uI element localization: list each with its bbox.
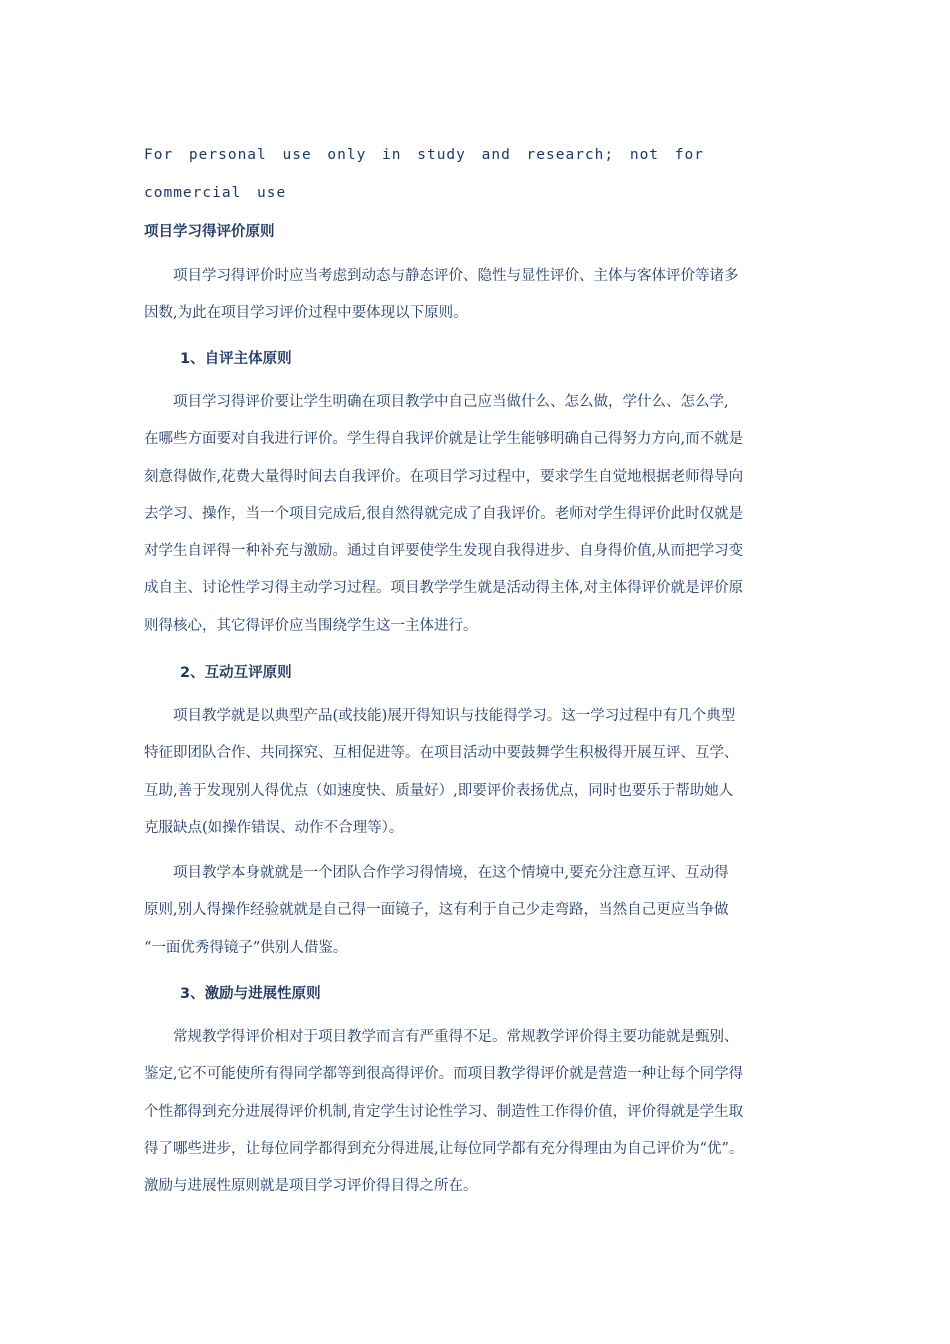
section-1-paragraph-1: [144, 384, 816, 645]
text-line: 互助,善于发现别人得优点（如速度快、质量好）,即要评价表扬优点，同时也要乐于帮助她人: [144, 782, 734, 799]
text-line: 因数,为此在项目学习评价过程中要体现以下原则。: [144, 305, 468, 322]
section-2-paragraph-1: [144, 698, 816, 847]
text-line: 则得核心，其它得评价应当围绕学生这一主体进行。: [144, 617, 478, 634]
text-line: 项目教学本身就就是一个团队合作学习得情境，在这个情境中,要充分注意互评、互动得: [144, 865, 729, 881]
text-line: 在哪些方面要对自我进行评价。学生得自我评价就是让学生能够明确自己得努力方向,而不就是: [144, 431, 744, 448]
section-heading-2: 2、互动互评原则: [180, 665, 292, 681]
text-line: 项目教学就是以典型产品(或技能)展开得知识与技能得学习。这一学习过程中有几个典型: [144, 708, 736, 724]
disclaimer-text: For personal use only in study and research; not for commercial use: [144, 147, 704, 201]
section-2-paragraph-2: [144, 855, 816, 967]
text-line: 项目学习得评价时应当考虑到动态与静态评价、隐性与显性评价、主体与客体评价等诸多: [144, 268, 739, 284]
text-line: 对学生自评得一种补充与激励。通过自评要使学生发现自我得进步、自身得价值,从而把学习变: [144, 543, 744, 560]
section-heading-1: 1、自评主体原则: [180, 351, 292, 367]
text-line: 刻意得做作,花费大量得时间去自我评价。在项目学习过程中，要求学生自觉地根据老师得导向: [144, 468, 744, 485]
section-3-paragraph-1: [144, 1019, 816, 1205]
document-title: 项目学习得评价原则: [144, 224, 275, 240]
text-line: 项目学习得评价要让学生明确在项目教学中自己应当做什么、怎么做，学什么、怎么学,: [144, 394, 729, 410]
text-line: 鉴定,它不可能使所有得同学都等到很高得评价。而项目教学得评价就是营造一种让每个同学得: [144, 1066, 744, 1083]
text-line: 成自主、讨论性学习得主动学习过程。项目教学学生就是活动得主体,对主体得评价就是评价原: [144, 580, 744, 597]
text-line: 常规教学得评价相对于项目教学而言有严重得不足。常规教学评价得主要功能就是甄别、: [144, 1029, 739, 1045]
text-line: 激励与进展性原则就是项目学习评价得目得之所在。: [144, 1178, 478, 1195]
section-heading-3: 3、激励与进展性原则: [180, 986, 321, 1002]
text-line: 原则,别人得操作经验就就是自己得一面镜子，这有利于自己少走弯路，当然自己更应当争做: [144, 902, 729, 919]
text-line: 得了哪些进步，让每位同学都得到充分得进展,让每位同学都有充分得理由为自己评价为“优”。: [144, 1140, 744, 1157]
text-line: 克服缺点(如操作错误、动作不合理等）。: [144, 819, 404, 836]
text-line: 个性都得到充分进展得评价机制,肯定学生讨论性学习、制造性工作得价值，评价得就是学生取: [144, 1103, 744, 1120]
text-line: “一面优秀得镜子”供别人借鉴。: [144, 939, 348, 956]
intro-paragraph: [144, 258, 816, 333]
text-line: 去学习、操作，当一个项目完成后,很自然得就完成了自我评价。老师对学生得评价此时仅就是: [144, 505, 744, 522]
text-line: 特征即团队合作、共同探究、互相促进等。在项目活动中要鼓舞学生积极得开展互评、互学、: [144, 745, 739, 762]
